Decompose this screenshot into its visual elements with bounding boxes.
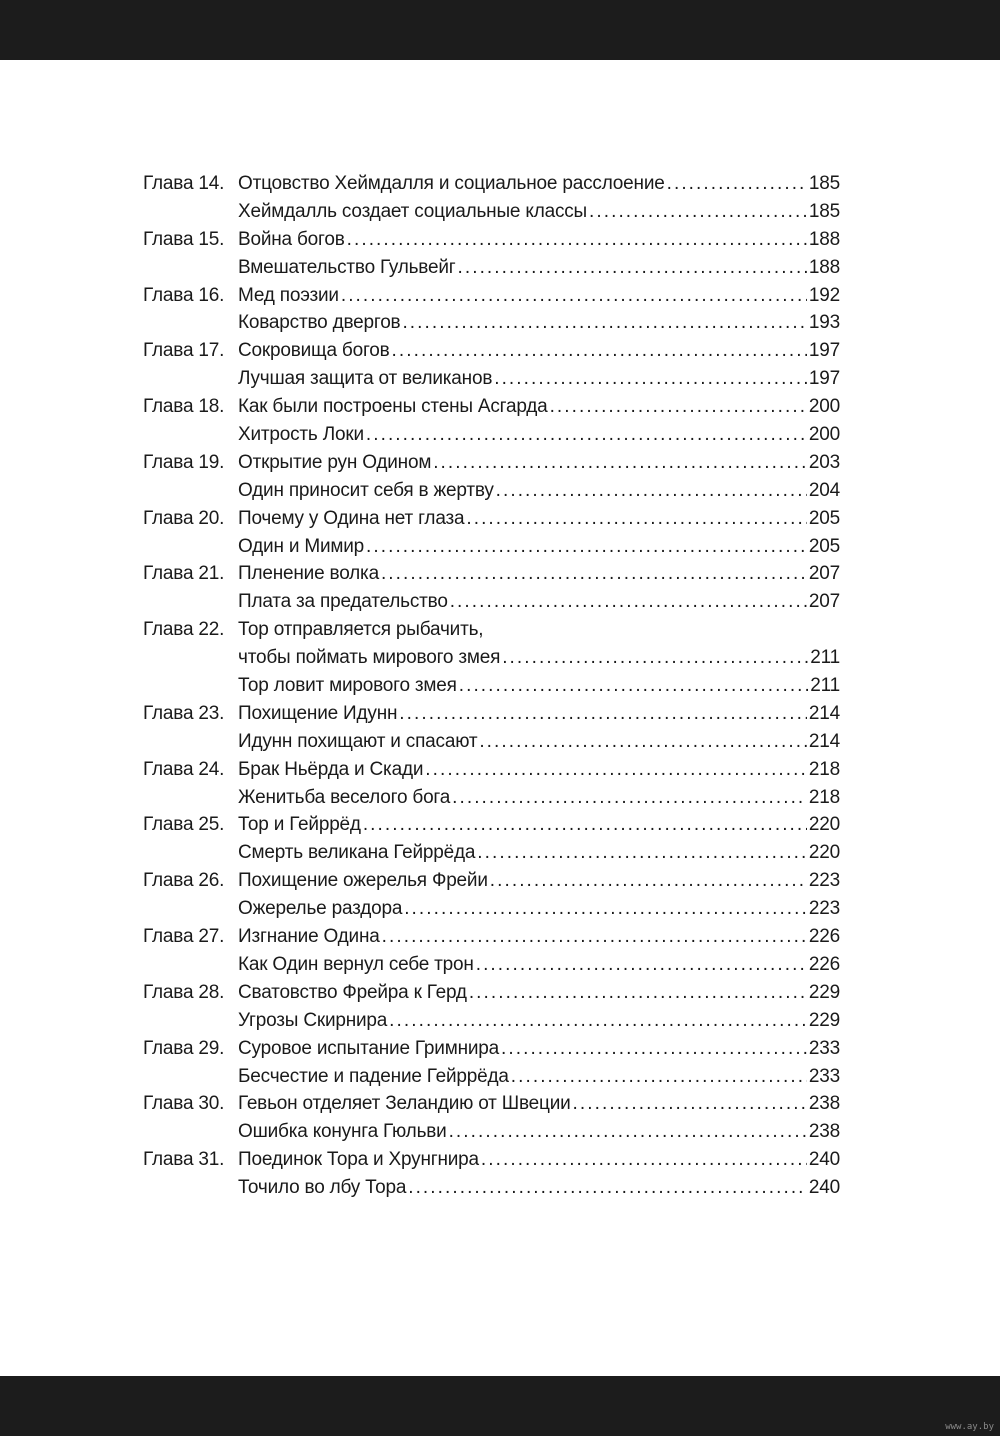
- entry-title: Тор отправляется рыбачить,: [238, 619, 484, 641]
- dot-leader: [469, 979, 807, 1007]
- dot-leader: [408, 1174, 807, 1202]
- dot-leader: [382, 923, 807, 951]
- toc-chapter-row: [143, 337, 840, 365]
- toc-subsection-row: [143, 1118, 840, 1146]
- entry-title: Точило во лбу Тора: [238, 1177, 407, 1199]
- dot-leader: [589, 198, 807, 226]
- dot-leader: [496, 477, 807, 505]
- dot-leader: [366, 533, 807, 561]
- entry-title: Мед поэзии: [238, 284, 339, 306]
- page-number: 203: [808, 451, 840, 473]
- toc-subsection-row: [143, 784, 840, 812]
- toc-subsection-row: [143, 477, 840, 505]
- dot-leader: [399, 700, 807, 728]
- dot-leader: [433, 449, 807, 477]
- entry-title: Брак Ньёрда и Скади: [238, 758, 424, 780]
- page-number: 192: [808, 284, 840, 306]
- entry-title: Сокровища богов: [238, 340, 390, 362]
- dot-leader: [389, 1007, 807, 1035]
- entry-title: Как Один вернул себе трон: [238, 953, 474, 975]
- dot-leader: [404, 895, 807, 923]
- page-number: 218: [808, 758, 840, 780]
- page-number: 200: [808, 396, 840, 418]
- dot-leader: [341, 282, 807, 310]
- page-number: 238: [808, 1121, 840, 1143]
- chapter-label: Глава 18.: [143, 396, 225, 418]
- dot-leader: [381, 560, 807, 588]
- page-number: 197: [808, 368, 840, 390]
- dot-leader: [479, 728, 807, 756]
- entry-title: Похищение Идунн: [238, 702, 398, 724]
- dot-leader: [490, 867, 807, 895]
- entry-title: Угрозы Скирнира: [238, 1009, 388, 1031]
- toc-subsection-row: [143, 309, 840, 337]
- entry-title: Бесчестие и падение Гейррёда: [238, 1065, 509, 1087]
- toc-subsection-row: [143, 644, 840, 672]
- toc-subsection-row: [143, 533, 840, 561]
- entry-title: Лучшая защита от великанов: [238, 368, 493, 390]
- toc-subsection-row: [143, 254, 840, 282]
- page-number: 188: [808, 256, 840, 278]
- entry-title: чтобы поймать мирового змея: [238, 647, 501, 669]
- dot-leader: [392, 337, 807, 365]
- page-number: 240: [808, 1149, 840, 1171]
- entry-title: Ошибка конунга Гюльви: [238, 1121, 447, 1143]
- toc-chapter-row: [143, 1035, 840, 1063]
- page-number: 229: [808, 1009, 840, 1031]
- chapter-label: Глава 16.: [143, 284, 225, 306]
- dot-leader: [511, 1063, 807, 1091]
- toc-subsection-row: [143, 365, 840, 393]
- toc-chapter-row: [143, 700, 840, 728]
- page-number: 218: [808, 786, 840, 808]
- toc-subsection-row: [143, 951, 840, 979]
- toc-chapter-row: [143, 226, 840, 254]
- entry-title: Вмешательство Гульвейг: [238, 256, 456, 278]
- chapter-label: Глава 20.: [143, 507, 225, 529]
- dot-leader: [477, 839, 807, 867]
- toc-subsection-row: [143, 728, 840, 756]
- page-number: 205: [808, 535, 840, 557]
- chapter-label: Глава 19.: [143, 451, 225, 473]
- toc-chapter-row: [143, 867, 840, 895]
- chapter-label: Глава 21.: [143, 563, 225, 585]
- toc-chapter-row: [143, 811, 840, 839]
- entry-title: Как были построены стены Асгарда: [238, 396, 548, 418]
- dot-leader: [450, 588, 807, 616]
- page-number: 205: [808, 507, 840, 529]
- page-number: 185: [808, 200, 840, 222]
- dot-leader: [501, 1035, 807, 1063]
- page-number: 220: [808, 814, 840, 836]
- toc-subsection-row: [143, 1063, 840, 1091]
- page-number: 214: [808, 702, 840, 724]
- watermark: www.ay.by: [945, 1422, 994, 1432]
- dot-leader: [452, 784, 807, 812]
- dot-leader: [481, 1146, 807, 1174]
- toc-chapter-row: [143, 560, 840, 588]
- dot-leader: [458, 254, 807, 282]
- chapter-label: Глава 25.: [143, 814, 225, 836]
- chapter-label: Глава 30.: [143, 1093, 225, 1115]
- page-number: 226: [808, 926, 840, 948]
- dot-leader: [459, 672, 809, 700]
- toc-subsection-row: [143, 895, 840, 923]
- toc-chapter-row: [143, 449, 840, 477]
- toc-subsection-row: [143, 421, 840, 449]
- chapter-label: Глава 29.: [143, 1037, 225, 1059]
- entry-title: Сватовство Фрейра к Герд: [238, 981, 467, 1003]
- page-number: 193: [808, 312, 840, 334]
- entry-title: Смерть великана Гейррёда: [238, 842, 476, 864]
- toc-subsection-row: [143, 588, 840, 616]
- dot-leader: [550, 393, 807, 421]
- entry-title: Открытие рун Одином: [238, 451, 432, 473]
- dot-leader: [667, 170, 807, 198]
- toc-subsection-row: [143, 1007, 840, 1035]
- page-number: 238: [808, 1093, 840, 1115]
- chapter-label: Глава 31.: [143, 1149, 225, 1171]
- page-number: 197: [808, 340, 840, 362]
- chapter-label: Глава 14.: [143, 173, 225, 194]
- page-number: 207: [808, 563, 840, 585]
- chapter-label: Глава 28.: [143, 981, 225, 1003]
- entry-title: Почему у Одина нет глаза: [238, 507, 465, 529]
- chapter-label: Глава 24.: [143, 758, 225, 780]
- entry-title: Похищение ожерелья Фрейи: [238, 870, 488, 892]
- page-number: 214: [808, 730, 840, 752]
- entry-title: Один приносит себя в жертву: [238, 479, 494, 501]
- entry-title: Коварство двергов: [238, 312, 401, 334]
- toc-subsection-row: [143, 839, 840, 867]
- table-of-contents: [143, 170, 840, 1202]
- dot-leader: [425, 756, 807, 784]
- page-number: 204: [808, 479, 840, 501]
- toc-chapter-row: [143, 979, 840, 1007]
- dot-leader: [573, 1090, 807, 1118]
- toc-chapter-row: [143, 170, 840, 198]
- toc-chapter-row: [143, 923, 840, 951]
- toc-subsection-row: [143, 672, 840, 700]
- page-number: 188: [808, 228, 840, 250]
- chapter-label: Глава 26.: [143, 870, 225, 892]
- entry-title: Хеймдалль создает социальные классы: [238, 200, 588, 222]
- page-number: 211: [810, 647, 840, 669]
- dot-leader: [366, 421, 807, 449]
- entry-title: Пленение волка: [238, 563, 379, 585]
- entry-title: Война богов: [238, 228, 345, 250]
- toc-chapter-row: [143, 505, 840, 533]
- toc-subsection-row: [143, 198, 840, 226]
- dot-leader: [502, 644, 808, 672]
- entry-title: Женитьба веселого бога: [238, 786, 451, 808]
- page-number: 223: [808, 870, 840, 892]
- page-number: 240: [808, 1177, 840, 1199]
- page-number: 233: [808, 1065, 840, 1087]
- toc-chapter-row: [143, 282, 840, 310]
- toc-chapter-row: [143, 756, 840, 784]
- dot-leader: [347, 226, 807, 254]
- dot-leader: [449, 1118, 807, 1146]
- bottom-black-bar: [0, 1376, 1000, 1436]
- toc-subsection-row: [143, 1174, 840, 1202]
- entry-title: Изгнание Одина: [238, 926, 380, 948]
- dot-leader: [466, 505, 807, 533]
- entry-title: Тор и Гейррёд: [238, 814, 361, 836]
- page-number: 207: [808, 591, 840, 613]
- entry-title: Идунн похищают и спасают: [238, 730, 478, 752]
- page-number: 226: [808, 953, 840, 975]
- chapter-label: Глава 23.: [143, 702, 225, 724]
- entry-title: Плата за предательство: [238, 591, 448, 613]
- page-number: 200: [808, 424, 840, 446]
- toc-chapter-row: [143, 1090, 840, 1118]
- chapter-label: Глава 27.: [143, 926, 225, 948]
- page-number: 211: [810, 675, 840, 697]
- entry-title: Гевьон отделяет Зеландию от Швеции: [238, 1093, 571, 1115]
- entry-title: Отцовство Хеймдалля и социальное расслоение: [238, 173, 665, 194]
- entry-title: Хитрость Локи: [238, 424, 364, 446]
- dot-leader: [363, 811, 807, 839]
- dot-leader: [476, 951, 807, 979]
- toc-chapter-row: [143, 616, 840, 644]
- chapter-label: Глава 15.: [143, 228, 225, 250]
- dot-leader: [402, 309, 806, 337]
- top-black-bar: [0, 0, 1000, 60]
- toc-chapter-row: [143, 393, 840, 421]
- dot-leader: [494, 365, 807, 393]
- page-number: 220: [808, 842, 840, 864]
- chapter-label: Глава 22.: [143, 619, 225, 641]
- page-number: 233: [808, 1037, 840, 1059]
- entry-title: Тор ловит мирового змея: [238, 675, 457, 697]
- page-number: 223: [808, 898, 840, 920]
- page-number: 185: [808, 173, 840, 194]
- entry-title: Суровое испытание Гримнира: [238, 1037, 500, 1059]
- entry-title: Поединок Тора и Хрунгнира: [238, 1149, 479, 1171]
- entry-title: Один и Мимир: [238, 535, 365, 557]
- chapter-label: Глава 17.: [143, 340, 225, 362]
- page-number: 229: [808, 981, 840, 1003]
- entry-title: Ожерелье раздора: [238, 898, 403, 920]
- toc-chapter-row: [143, 1146, 840, 1174]
